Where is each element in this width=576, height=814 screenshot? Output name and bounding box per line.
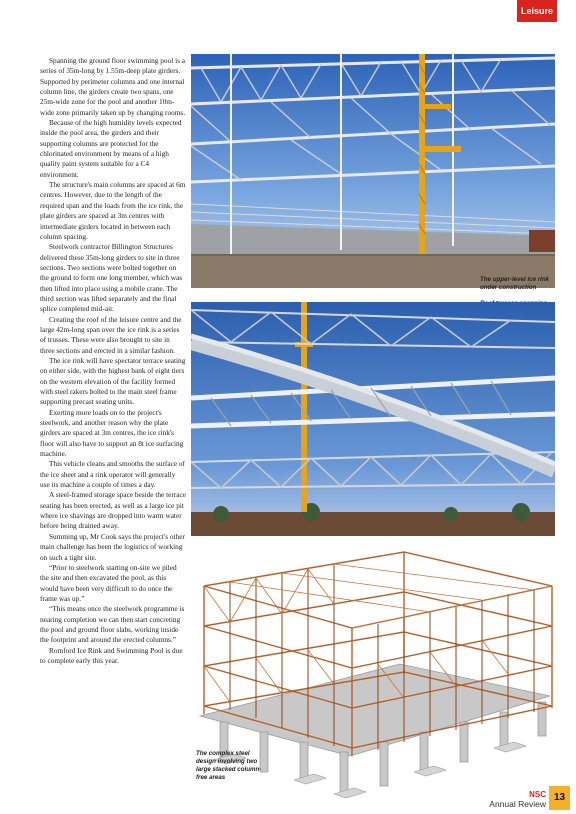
paragraph: Because of the high humidity levels expected inside the pool area, the girders and their supporting columns are protected for the chlorinated environment by means of a high quality paint system suitable for a C4 environment. xyxy=(40,118,182,179)
caption-photo-1: The upper-level ice rink under construction xyxy=(480,276,550,291)
page-number: 13 xyxy=(549,786,570,810)
paragraph: Spanning the ground floor swimming pool is a series of 35m-long by 1.55m-deep plate girders. Supported by perimeter columns and one internal column line, the girders create two spans, one 25m-wide zone for the pool and another 10m-wide zone primarily taken up by changing rooms. xyxy=(40,56,186,117)
paragraph: Creating the roof of the leisure centre and the large 42m-long span over the ice rink is a series of trusses. These were also brought to site in three sections and erected in a similar fashion. xyxy=(40,314,182,355)
paragraph: “Prior to steelwork starting on-site we piled the site and then excavated the pool, as this would have been very difficult to do once the frame was up.” xyxy=(40,562,177,603)
photo-upper-level-ice-rink xyxy=(191,54,555,288)
paragraph: “This means once the steelwork programme is nearing completion we can then start concreting the pool and ground floor slabs, working inside the footprint and around the erected columns.” xyxy=(40,604,185,645)
article-column xyxy=(40,56,186,666)
paragraph: Romford Ice Rink and Swimming Pool is due to complete early this year. xyxy=(40,645,183,665)
caption-steel-model: The complex steel design involving two large stacked column-free areas xyxy=(196,750,262,781)
paragraph: The ice rink will have spectator terrace seating on either side, with the highest bank of eight tiers on the western elevation of the facility formed with steel rakers bolted to the main steel frame supporting precast seating units. xyxy=(40,355,186,407)
footer-brand: NSC xyxy=(529,790,546,799)
paragraph: A steel-framed storage space beside the terrace seating has been erected, as well as a large ice pit where ice shavings are dropped into warm water before being drained away. xyxy=(40,490,186,531)
paragraph: Summing up, Mr Cook says the project's other main challenge has been the logistics of working on such a tight site. xyxy=(40,531,185,562)
paragraph: Exerting more loads on to the project's steelwork, and another reason why the plate girders are spaced at 3m centres, the ice rink's floor will also have to support an 8t ice surfacing machine. xyxy=(40,407,184,459)
paragraph: This vehicle cleans and smooths the surface of the ice sheet and a rink operator will generally use its machine a couple of times a day. xyxy=(40,459,185,490)
section-tag: Leisure xyxy=(517,0,557,22)
photo-roof-trusses xyxy=(191,302,555,536)
paragraph: Steelwork contractor Billington Structures delivered these 35m-long girders to site in three sections. Two sections were bolted together on the ground to form one long member, which was then lifted into place using a mobile crane. The third section was lifted separately and the final splice completed mid-air. xyxy=(40,242,183,314)
paragraph: The structure's main columns are spaced at 6m centres. However, due to the length of the required span and the loads from the ice rink, the plate girders are spaced at 3m centres with intermediate girders located in between each column spacing. xyxy=(40,180,186,241)
footer-publication: Annual Review xyxy=(489,799,546,809)
